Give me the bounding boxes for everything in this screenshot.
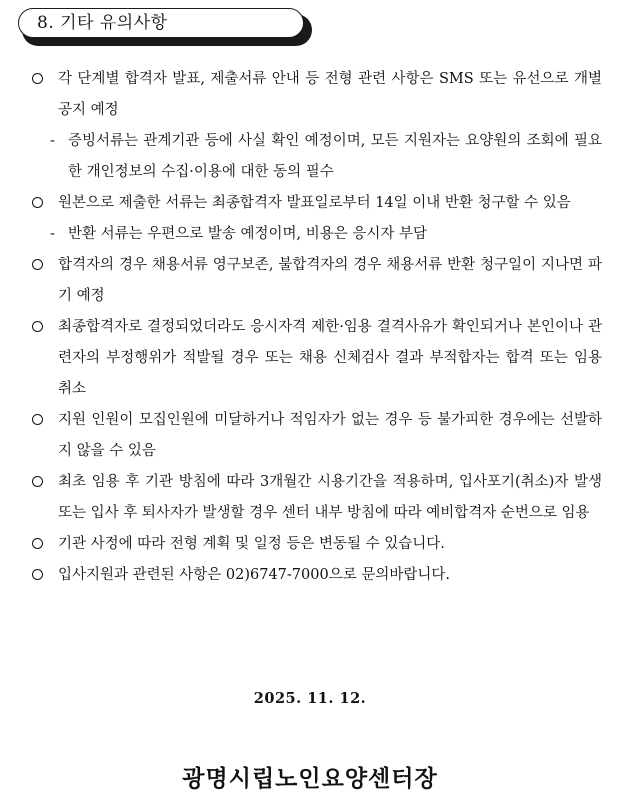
announcement-date: 2025. 11. 12. <box>253 690 367 707</box>
dash-marker: - <box>50 133 55 149</box>
list-item <box>30 405 602 467</box>
circle-bullet-icon <box>32 414 43 425</box>
circle-bullet-icon <box>32 321 43 332</box>
circle-bullet-icon <box>32 197 43 208</box>
sub-item-text: 증빙서류는 관계기관 등에 사실 확인 예정이며, 모든 지원자는 요양원의 조회에 필요한 개인정보의 수집·이용에 대한 동의 필수 <box>68 133 602 180</box>
list-item-text: 최초 임용 후 기관 방침에 따라 3개월간 시용기간을 적용하며, 입사포기(취소)자 발생 또는 입사 후 퇴사자가 발생할 경우 센터 내부 방침에 따라 예비합격자 순번으로 임용 <box>58 474 602 521</box>
section-header <box>18 8 312 46</box>
sub-item <box>30 126 602 188</box>
list-item <box>30 250 602 312</box>
list-item-text: 입사지원과 관련된 사항은 02)6747-7000으로 문의바랍니다. <box>58 567 450 583</box>
sub-item <box>30 219 602 250</box>
list-item-text: 원본으로 제출한 서류는 최종합격자 발표일로부터 14일 이내 반환 청구할 수 있음 <box>58 195 571 211</box>
list-item-text: 지원 인원이 모집인원에 미달하거나 적임자가 없는 경우 등 불가피한 경우에는 선발하지 않을 수 있음 <box>58 412 602 459</box>
dash-marker: - <box>50 226 55 242</box>
list-item <box>30 467 602 529</box>
issuer-signature: 광명시립노인요양센터장 <box>182 765 438 792</box>
list-item-text: 기관 사정에 따라 전형 계획 및 일정 등은 변동될 수 있습니다. <box>58 536 445 552</box>
section-title: 8. 기타 유의사항 <box>18 8 304 38</box>
circle-bullet-icon <box>32 259 43 270</box>
circle-bullet-icon <box>32 538 43 549</box>
list-item <box>30 529 602 560</box>
circle-bullet-icon <box>32 476 43 487</box>
list-item <box>30 64 602 126</box>
list-item <box>30 188 602 219</box>
list-item-text: 최종합격자로 결정되었더라도 응시자격 제한·임용 결격사유가 확인되거나 본인이나 관련자의 부정행위가 적발될 경우 또는 채용 신체검사 결과 부적합자는 합격 또는 임용 취소 <box>58 319 602 397</box>
circle-bullet-icon <box>32 569 43 580</box>
circle-bullet-icon <box>32 73 43 84</box>
list-item <box>30 560 602 591</box>
list-item-text: 합격자의 경우 채용서류 영구보존, 불합격자의 경우 채용서류 반환 청구일이 지나면 파기 예정 <box>58 257 602 304</box>
sub-item-text: 반환 서류는 우편으로 발송 예정이며, 비용은 응시자 부담 <box>68 226 428 242</box>
list-item <box>30 312 602 405</box>
notice-list <box>30 64 602 591</box>
list-item-text: 각 단계별 합격자 발표, 제출서류 안내 등 전형 관련 사항은 SMS 또는 유선으로 개별공지 예정 <box>58 71 602 118</box>
